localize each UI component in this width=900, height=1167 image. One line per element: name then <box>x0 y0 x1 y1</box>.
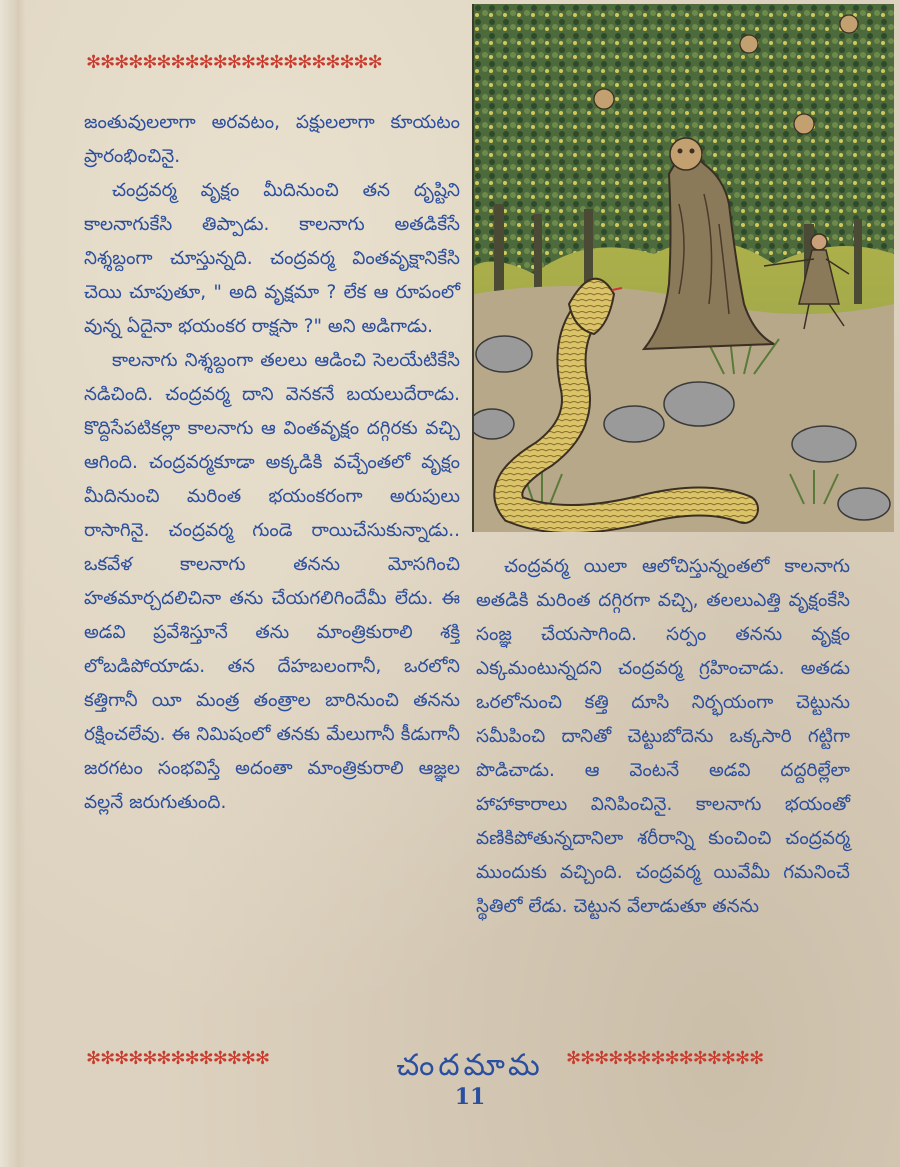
snake-and-tree-illustration <box>472 4 894 532</box>
paragraph-4: చంద్రవర్మ యిలా ఆలోచిస్తున్నంతలో కాలనాగు అతడికి మరింత దగ్గిరగా వచ్చి, తలలుఎత్తి వృక్షంకేసి సంజ్ఞ చేయసాగింది. సర్పం తనను వృక్షం ఎక్కమంటున్నదని చంద్రవర్మ గ్రహించాడు. అతడు ఒరలోనుంచి కత్తి దూసి నిర్భయంగా చెట్టును సమీపించి దానితో చెట్టుబోదెను ఒక్కసారి గట్టిగా పొడిచాడు. ఆ వెంటనే అడవి దద్దరిల్లేలా హాహాకారాలు వినిపించినై. కాలనాగు భయంతో వణికిపోతున్నదానిలా శరీరాన్ని కుంచించి చంద్రవర్మ ముందుకు వచ్చింది. చంద్రవర్మ యివేమీ గమనించే స్థితిలో లేడు. చెట్టున వేలాడుతూ తనను <box>476 556 850 917</box>
page-number: 11 <box>454 1084 486 1110</box>
footer-left-star-border: ✻✻✻✻✻✻✻✻✻✻✻✻✻ <box>86 1048 270 1069</box>
page-spine-shadow <box>0 0 26 1167</box>
right-text-column <box>476 550 850 924</box>
paragraph-2: చంద్రవర్మ వృక్షం మీదినుంచి తన దృష్టిని కాలనాగుకేసి తిప్పాడు. కాలనాగు అతడికేసే నిశ్శబ్దంగా చూస్తున్నది. చంద్రవర్మ వింతవృక్షానికేసి చెయి చూపుతూ, " అది వృక్షమా ? లేక ఆ రూపంలో వున్న ఏదైనా భయంకర రాక్షసా ?" అని అడిగాడు. <box>84 180 460 337</box>
paragraph-1: జంతువులలాగా అరవటం, పక్షులలాగా కూయటం ప్రారంభించినై. <box>84 112 460 167</box>
left-text-column <box>84 106 460 820</box>
magazine-title: చందమామ <box>396 1048 544 1083</box>
top-star-border: ✻✻✻✻✻✻✻✻✻✻✻✻✻✻✻✻✻✻✻✻✻ <box>86 52 382 73</box>
paragraph-3: కాలనాగు నిశ్శబ్దంగా తలలు ఆడించి సెలయేటికేసి నడిచింది. చంద్రవర్మ దాని వెనకనే బయలుదేరాడు. కొద్దిసేపటికల్లా కాలనాగు ఆ వింతవృక్షం దగ్గిరకు వచ్చి ఆగింది. చంద్రవర్మకూడా అక్కడికి వచ్చేంతలో వృక్షం మీదినుంచి మరింత భయంకరంగా అరుపులు రాసాగినై. చంద్రవర్మ గుండె రాయిచేసుకున్నాడు.. ఒకవేళ కాలనాగు తనను మోసగించి హతమార్చదలిచినా తను చేయగలిగిందేమీ లేదు. ఈ అడవి ప్రవేశిస్తూనే తను మాంత్రికురాలి శక్తి లోబడిపోయాడు. తన దేహబలంగానీ, ఒరలోని కత్తిగానీ యీ మంత్ర తంత్రాల బారినుంచి తనను రక్షించలేవు. ఈ నిమిషంలో తనకు మేలుగానీ కీడుగానీ జరగటం సంభవిస్తే అదంతా మాంత్రికురాలి ఆజ్ఞల వల్లనే జరుగుతుంది. <box>84 350 460 813</box>
footer-right-star-border: ✻✻✻✻✻✻✻✻✻✻✻✻✻✻ <box>566 1048 764 1069</box>
